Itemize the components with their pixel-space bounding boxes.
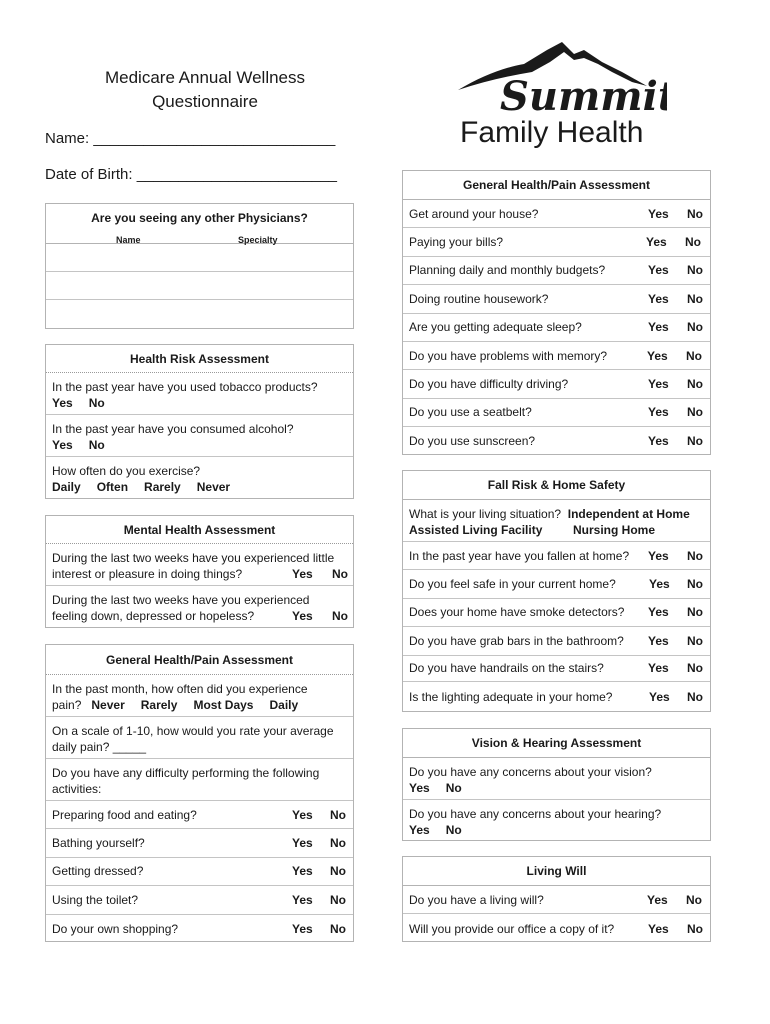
right-yes[interactable]: Yes [646, 235, 667, 250]
exercise-never[interactable]: Never [196, 480, 231, 494]
mountain-logo-icon [452, 38, 667, 153]
health-risk-section [45, 344, 354, 499]
living-assisted[interactable]: Assisted Living Facility [409, 523, 543, 537]
activity-label: Getting dressed? [52, 864, 144, 879]
hearing-no[interactable]: No [445, 823, 462, 837]
activity-no[interactable]: No [330, 807, 346, 822]
physicians-header [46, 204, 353, 244]
physician-entry-row[interactable] [46, 272, 353, 300]
will-no[interactable]: No [686, 892, 702, 907]
right-no[interactable]: No [686, 348, 702, 363]
fall-row-smoke [403, 599, 710, 627]
fall-yes[interactable]: Yes [648, 633, 669, 648]
right-no[interactable]: No [687, 206, 703, 221]
hearing-question [403, 800, 710, 840]
right-question-label: Are you getting adequate sleep? [409, 320, 582, 335]
dob-field[interactable] [45, 166, 337, 183]
activity-label: Using the toilet? [52, 892, 139, 907]
logo-wordmark-text: Family Health [460, 116, 644, 149]
depressed-yes[interactable]: Yes [292, 609, 313, 623]
activity-no[interactable]: No [330, 921, 346, 936]
activity-row-bathing [46, 829, 353, 857]
right-row-house [403, 200, 710, 228]
interest-question-line1: During the last two weeks have you experienced little [52, 551, 335, 565]
interest-no[interactable]: No [332, 567, 348, 581]
fall-question-label: Is the lighting adequate in your home? [409, 689, 613, 704]
alcohol-question [46, 415, 353, 457]
fall-yes[interactable]: Yes [649, 577, 670, 592]
tobacco-question-text: In the past year have you used tobacco products? [52, 380, 318, 394]
fall-yes[interactable]: Yes [648, 605, 669, 620]
pain-rarely[interactable]: Rarely [140, 698, 178, 712]
hearing-yes[interactable]: Yes [409, 823, 430, 837]
activity-yes[interactable]: Yes [292, 921, 313, 936]
fall-no[interactable]: No [687, 605, 703, 620]
right-question-label: Planning daily and monthly budgets? [409, 263, 606, 278]
activity-row-dressed [46, 858, 353, 886]
pain-scale-line1: On a scale of 1-10, how would you rate your average [52, 724, 334, 738]
activity-yes[interactable]: Yes [292, 836, 313, 851]
physician-entry-row[interactable] [46, 244, 353, 272]
right-row-housework [403, 285, 710, 313]
alcohol-yes[interactable]: Yes [52, 438, 73, 452]
right-yes[interactable]: Yes [647, 348, 668, 363]
living-will-section [402, 856, 711, 942]
depressed-no[interactable]: No [332, 609, 348, 623]
fall-row-fallen [403, 542, 710, 570]
interest-question-line2: interest or pleasure in doing things? [52, 567, 243, 581]
depressed-question [46, 586, 353, 628]
form-title-line1: Medicare Annual Wellness [104, 68, 305, 87]
pain-daily[interactable]: Daily [269, 698, 299, 712]
exercise-daily[interactable]: Daily [52, 480, 81, 494]
right-yes[interactable]: Yes [648, 377, 669, 392]
pain-right-section [402, 170, 711, 455]
activity-row-shopping [46, 915, 353, 943]
pain-frequency-question [46, 675, 353, 717]
right-no[interactable]: No [687, 291, 703, 306]
right-row-sunscreen [403, 427, 710, 455]
right-question-label: Get around your house? [409, 206, 539, 221]
physicians-col-specialty: Specialty [238, 235, 278, 245]
fall-question-label: Does your home have smoke detectors? [409, 605, 625, 620]
form-title-line2: Questionnaire [152, 92, 258, 111]
will-no[interactable]: No [687, 921, 703, 936]
activity-yes[interactable]: Yes [292, 807, 313, 822]
fall-yes[interactable]: Yes [648, 548, 669, 563]
exercise-often[interactable]: Often [96, 480, 129, 494]
tobacco-yes[interactable]: Yes [52, 396, 73, 410]
physicians-title: Are you seeing any other Physicians? [91, 211, 308, 225]
activities-question [46, 759, 353, 801]
activity-no[interactable]: No [330, 836, 346, 851]
fall-row-lighting [403, 682, 710, 712]
exercise-question [46, 457, 353, 499]
name-label: Name: [45, 130, 94, 147]
fall-no[interactable]: No [687, 689, 703, 704]
right-yes[interactable]: Yes [648, 405, 669, 420]
depressed-question-line1: During the last two weeks have you experienced [52, 593, 310, 607]
activities-line1: Do you have any difficulty performing the following [52, 766, 320, 780]
mental-health-section [45, 515, 354, 628]
interest-yes[interactable]: Yes [292, 567, 313, 581]
alcohol-question-text: In the past year have you consumed alcohol? [52, 422, 294, 436]
pain-left-section [45, 644, 354, 942]
fall-question-label: Do you have grab bars in the bathroom? [409, 633, 624, 648]
activity-row-food [46, 801, 353, 829]
name-field[interactable] [45, 130, 335, 147]
will-row-copy [403, 914, 710, 942]
dob-blank[interactable]: ________________________ [136, 166, 337, 183]
tobacco-question [46, 373, 353, 415]
right-yes[interactable]: Yes [648, 291, 669, 306]
pain-frequency-line1: In the past month, how often did you experience [52, 682, 308, 696]
depressed-question-line2: feeling down, depressed or hopeless? [52, 609, 255, 623]
pain-most-days[interactable]: Most Days [193, 698, 254, 712]
right-no[interactable]: No [687, 405, 703, 420]
fall-no[interactable]: No [687, 577, 703, 592]
vision-hearing-section [402, 728, 711, 841]
right-yes[interactable]: Yes [648, 206, 669, 221]
activity-row-toilet [46, 886, 353, 914]
right-row-budgets [403, 257, 710, 285]
right-row-driving [403, 370, 710, 398]
living-situation-text: What is your living situation? [409, 507, 562, 521]
activities-line2: activities: [52, 782, 102, 796]
fall-question-label: Do you feel safe in your current home? [409, 577, 616, 592]
right-no[interactable]: No [687, 263, 703, 278]
pain-right-header: General Health/Pain Assessment [403, 171, 710, 200]
alcohol-no[interactable]: No [88, 438, 105, 452]
right-question-label: Do you have problems with memory? [409, 348, 608, 363]
will-yes[interactable]: Yes [647, 892, 668, 907]
right-no[interactable]: No [687, 377, 703, 392]
right-row-memory [403, 342, 710, 370]
right-yes[interactable]: Yes [648, 434, 669, 449]
hearing-question-text: Do you have any concerns about your hearing? [409, 807, 662, 821]
right-row-seatbelt [403, 399, 710, 427]
right-yes[interactable]: Yes [648, 320, 669, 335]
activity-label: Do your own shopping? [52, 921, 179, 936]
fall-question-label: In the past year have you fallen at home? [409, 548, 630, 563]
fall-question-label: Do you have handrails on the stairs? [409, 661, 604, 676]
right-question-label: Paying your bills? [409, 235, 504, 250]
tobacco-no[interactable]: No [88, 396, 105, 410]
pain-scale-line2[interactable]: daily pain? _____ [52, 740, 147, 754]
summit-family-health-logo [452, 38, 667, 158]
living-independent[interactable]: Independent at Home [567, 507, 690, 521]
right-question-label: Do you use a seatbelt? [409, 405, 532, 420]
physicians-section [45, 203, 354, 329]
fall-yes[interactable]: Yes [649, 689, 670, 704]
vision-hearing-header: Vision & Hearing Assessment [403, 729, 710, 758]
exercise-question-text: How often do you exercise? [52, 464, 201, 478]
physicians-col-name: Name [116, 235, 141, 245]
interest-question [46, 544, 353, 586]
fall-risk-header: Fall Risk & Home Safety [403, 471, 710, 500]
health-risk-header: Health Risk Assessment [46, 345, 353, 373]
right-yes[interactable]: Yes [648, 263, 669, 278]
fall-row-grab-bars [403, 627, 710, 655]
fall-row-handrails [403, 656, 710, 682]
activity-label: Bathing yourself? [52, 836, 145, 851]
fall-no[interactable]: No [687, 661, 703, 676]
living-will-header: Living Will [403, 857, 710, 886]
right-question-label: Do you use sunscreen? [409, 434, 536, 449]
right-no[interactable]: No [685, 235, 701, 250]
right-question-label: Do you have difficulty driving? [409, 377, 569, 392]
pain-left-header: General Health/Pain Assessment [46, 645, 353, 675]
fall-no[interactable]: No [687, 633, 703, 648]
activity-label: Preparing food and eating? [52, 807, 197, 822]
exercise-rarely[interactable]: Rarely [144, 480, 181, 494]
fall-row-safe [403, 570, 710, 598]
right-no[interactable]: No [687, 434, 703, 449]
activity-no[interactable]: No [330, 864, 346, 879]
will-row-has-will [403, 886, 710, 914]
name-blank[interactable]: _____________________________ [93, 130, 336, 147]
form-title [40, 66, 370, 114]
living-situation-question [403, 500, 710, 542]
right-no[interactable]: No [687, 320, 703, 335]
vision-no[interactable]: No [445, 781, 462, 795]
vision-question [403, 758, 710, 800]
vision-question-text: Do you have any concerns about your vision? [409, 765, 652, 779]
will-yes[interactable]: Yes [648, 921, 669, 936]
right-row-bills [403, 228, 710, 256]
dob-label: Date of Birth: [45, 166, 137, 183]
logo-script-text: Summit [500, 73, 667, 120]
physician-entry-row[interactable] [46, 300, 353, 328]
right-question-label: Doing routine housework? [409, 291, 549, 306]
pain-never[interactable]: Never [91, 698, 125, 712]
fall-risk-section [402, 470, 711, 712]
activity-yes[interactable]: Yes [292, 892, 313, 907]
activity-no[interactable]: No [330, 892, 346, 907]
activity-yes[interactable]: Yes [292, 864, 313, 879]
right-row-sleep [403, 314, 710, 342]
fall-yes[interactable]: Yes [648, 661, 669, 676]
mental-health-header: Mental Health Assessment [46, 516, 353, 544]
pain-frequency-line2: pain? [52, 698, 82, 712]
will-question-label: Will you provide our office a copy of it? [409, 921, 615, 936]
will-question-label: Do you have a living will? [409, 892, 544, 907]
living-nursing-home[interactable]: Nursing Home [573, 523, 656, 537]
fall-no[interactable]: No [687, 548, 703, 563]
pain-scale-question [46, 717, 353, 759]
vision-yes[interactable]: Yes [409, 781, 430, 795]
